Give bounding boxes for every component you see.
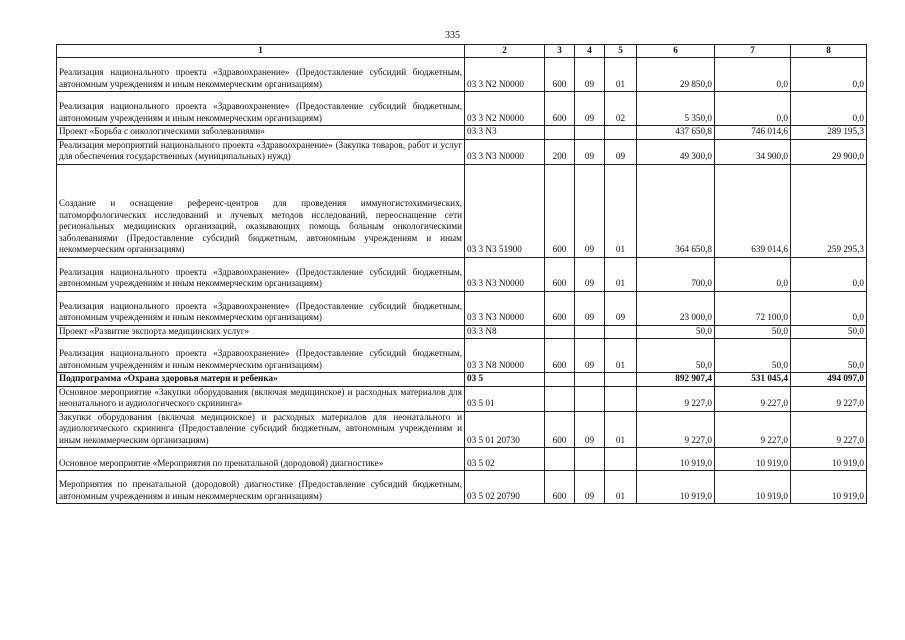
row-amount-col-6: 49 300,0 [637,139,715,164]
row-amount-col-7: 639 014,6 [715,164,791,257]
row-code: 03 3 N8 N0000 [465,339,545,373]
row-amount-col-7: 34 900,0 [715,139,791,164]
header-col-1: 1 [57,45,465,58]
row-section: 09 [575,257,605,291]
header-col-3: 3 [545,45,575,58]
table-row [57,411,867,448]
row-expense-type [545,325,575,339]
table-row [57,291,867,325]
row-amount-col-8: 9 227,0 [791,411,867,448]
row-amount-col-8: 9 227,0 [791,386,867,411]
row-code: 03 3 N3 N0000 [465,291,545,325]
row-amount-col-6: 23 000,0 [637,291,715,325]
row-code: 03 3 N3 N0000 [465,257,545,291]
header-col-4: 4 [575,45,605,58]
row-subsection: 01 [605,471,637,504]
row-section [575,386,605,411]
row-section: 09 [575,92,605,126]
row-expense-type [545,386,575,411]
row-amount-col-8: 10 919,0 [791,471,867,504]
row-amount-col-6: 437 650,8 [637,126,715,140]
table-row [57,257,867,291]
row-name: Основное мероприятие «Мероприятия по пренатальной (дородовой) диагностике» [57,448,465,471]
page-number: 335 [445,30,460,41]
header-col-8: 8 [791,45,867,58]
row-section [575,373,605,387]
row-subsection: 09 [605,139,637,164]
row-subsection [605,126,637,140]
table-row [57,164,867,257]
row-name: Реализация национального проекта «Здравоохранение» (Предоставление субсидий бюджетным, автономным учреждениям и иным некоммерческим организациям) [57,339,465,373]
row-expense-type: 600 [545,339,575,373]
row-amount-col-7: 531 045,4 [715,373,791,387]
row-amount-col-6: 5 350,0 [637,92,715,126]
row-amount-col-6: 9 227,0 [637,411,715,448]
row-expense-type: 600 [545,164,575,257]
row-subsection [605,373,637,387]
row-amount-col-6: 364 650,8 [637,164,715,257]
row-amount-col-7: 72 100,0 [715,291,791,325]
table-row [57,386,867,411]
row-amount-col-6: 10 919,0 [637,448,715,471]
row-name: Реализация национального проекта «Здравоохранение» (Предоставление субсидий бюджетным, автономным учреждениям и иным некоммерческим организациям) [57,257,465,291]
row-section: 09 [575,164,605,257]
row-amount-col-6: 50,0 [637,339,715,373]
row-code: 03 5 [465,373,545,387]
row-code: 03 3 N3 51900 [465,164,545,257]
row-amount-col-6: 10 919,0 [637,471,715,504]
row-amount-col-8: 259 295,3 [791,164,867,257]
row-name: Закупки оборудования (включая медицинское) и расходных материалов для неонатального и аудиологического скрининга (Предоставление субсидий бюджетным, автономным учреждениям и иным некоммерческим организациям) [57,411,465,448]
row-amount-col-7: 9 227,0 [715,386,791,411]
row-amount-col-6: 892 907,4 [637,373,715,387]
row-section [575,126,605,140]
row-code: 03 5 01 [465,386,545,411]
table-row [57,339,867,373]
row-subsection: 02 [605,92,637,126]
row-name: Создание и оснащение референс-центров для проведения иммуногистохимических, патоморфологических исследований и лучевых методов исследований, переоснащение сети региональных медицинских организаций, оказывающих помощь больным онкологическими заболеваниями (Предоставление субсидий бюджетным, автономным учреждениям и иным некоммерческим организациям) [57,164,465,257]
row-name: Реализация мероприятий национального проекта «Здравоохранение» (Закупка товаров, работ и услуг для обеспечения государственных (муниципальных) нужд) [57,139,465,164]
row-amount-col-7: 0,0 [715,92,791,126]
row-amount-col-7: 10 919,0 [715,471,791,504]
row-name: Проект «Борьба с онкологическими заболеваниями» [57,126,465,140]
row-code: 03 3 N2 N0000 [465,92,545,126]
row-expense-type: 600 [545,257,575,291]
table-row [57,448,867,471]
header-col-6: 6 [637,45,715,58]
row-expense-type: 600 [545,92,575,126]
table-row [57,325,867,339]
row-section: 09 [575,471,605,504]
row-subsection: 01 [605,58,637,92]
row-code: 03 3 N8 [465,325,545,339]
row-name: Реализация национального проекта «Здравоохранение» (Предоставление субсидий бюджетным, автономным учреждениям и иным некоммерческим организациям) [57,58,465,92]
row-amount-col-7: 50,0 [715,339,791,373]
row-amount-col-8: 494 097,0 [791,373,867,387]
row-expense-type [545,448,575,471]
row-amount-col-7: 10 919,0 [715,448,791,471]
row-amount-col-8: 0,0 [791,58,867,92]
row-subsection: 01 [605,164,637,257]
row-section: 09 [575,58,605,92]
row-code: 03 3 N2 N0000 [465,58,545,92]
row-subsection: 09 [605,291,637,325]
header-col-7: 7 [715,45,791,58]
row-amount-col-8: 0,0 [791,92,867,126]
row-expense-type: 600 [545,411,575,448]
row-name: Подпрограмма «Охрана здоровья матери и ребенка» [57,373,465,387]
row-name: Проект «Развитие экспорта медицинских услуг» [57,325,465,339]
row-section: 09 [575,139,605,164]
row-amount-col-7: 0,0 [715,58,791,92]
row-amount-col-8: 289 195,3 [791,126,867,140]
row-expense-type: 200 [545,139,575,164]
table-row [57,126,867,140]
row-amount-col-8: 0,0 [791,257,867,291]
row-expense-type [545,126,575,140]
row-amount-col-8: 50,0 [791,325,867,339]
row-amount-col-8: 50,0 [791,339,867,373]
row-subsection: 01 [605,339,637,373]
row-code: 03 5 02 20790 [465,471,545,504]
row-section: 09 [575,291,605,325]
row-code: 03 5 02 [465,448,545,471]
row-code: 03 3 N3 N0000 [465,139,545,164]
row-amount-col-7: 50,0 [715,325,791,339]
table-header-row [57,45,867,58]
row-name: Мероприятия по пренатальной (дородовой) диагностике (Предоставление субсидий бюджетным, автономным учреждениям и иным некоммерческим организациям) [57,471,465,504]
row-amount-col-6: 50,0 [637,325,715,339]
row-amount-col-8: 0,0 [791,291,867,325]
row-subsection [605,448,637,471]
row-section [575,325,605,339]
table-row [57,139,867,164]
row-name: Реализация национального проекта «Здравоохранение» (Предоставление субсидий бюджетным, автономным учреждениям и иным некоммерческим организациям) [57,92,465,126]
row-amount-col-6: 700,0 [637,257,715,291]
row-amount-col-8: 10 919,0 [791,448,867,471]
row-amount-col-6: 9 227,0 [637,386,715,411]
row-subsection: 01 [605,257,637,291]
row-code: 03 3 N3 [465,126,545,140]
row-name: Реализация национального проекта «Здравоохранение» (Предоставление субсидий бюджетным, автономным учреждениям и иным некоммерческим организациям) [57,291,465,325]
row-code: 03 5 01 20730 [465,411,545,448]
row-expense-type: 600 [545,291,575,325]
budget-table [56,44,867,504]
row-amount-col-7: 0,0 [715,257,791,291]
row-amount-col-8: 29 900,0 [791,139,867,164]
row-section: 09 [575,339,605,373]
row-expense-type: 600 [545,471,575,504]
table-row [57,92,867,126]
row-amount-col-6: 29 850,0 [637,58,715,92]
header-col-5: 5 [605,45,637,58]
table-row [57,58,867,92]
row-expense-type: 600 [545,58,575,92]
row-name: Основное мероприятие «Закупки оборудования (включая медицинское) и расходных материалов для неонатального и аудиологического скрининга» [57,386,465,411]
table-row [57,471,867,504]
row-expense-type [545,373,575,387]
row-amount-col-7: 746 014,6 [715,126,791,140]
header-col-2: 2 [465,45,545,58]
row-subsection [605,386,637,411]
row-subsection [605,325,637,339]
row-section [575,448,605,471]
row-amount-col-7: 9 227,0 [715,411,791,448]
row-section: 09 [575,411,605,448]
table-row [57,373,867,387]
row-subsection: 01 [605,411,637,448]
